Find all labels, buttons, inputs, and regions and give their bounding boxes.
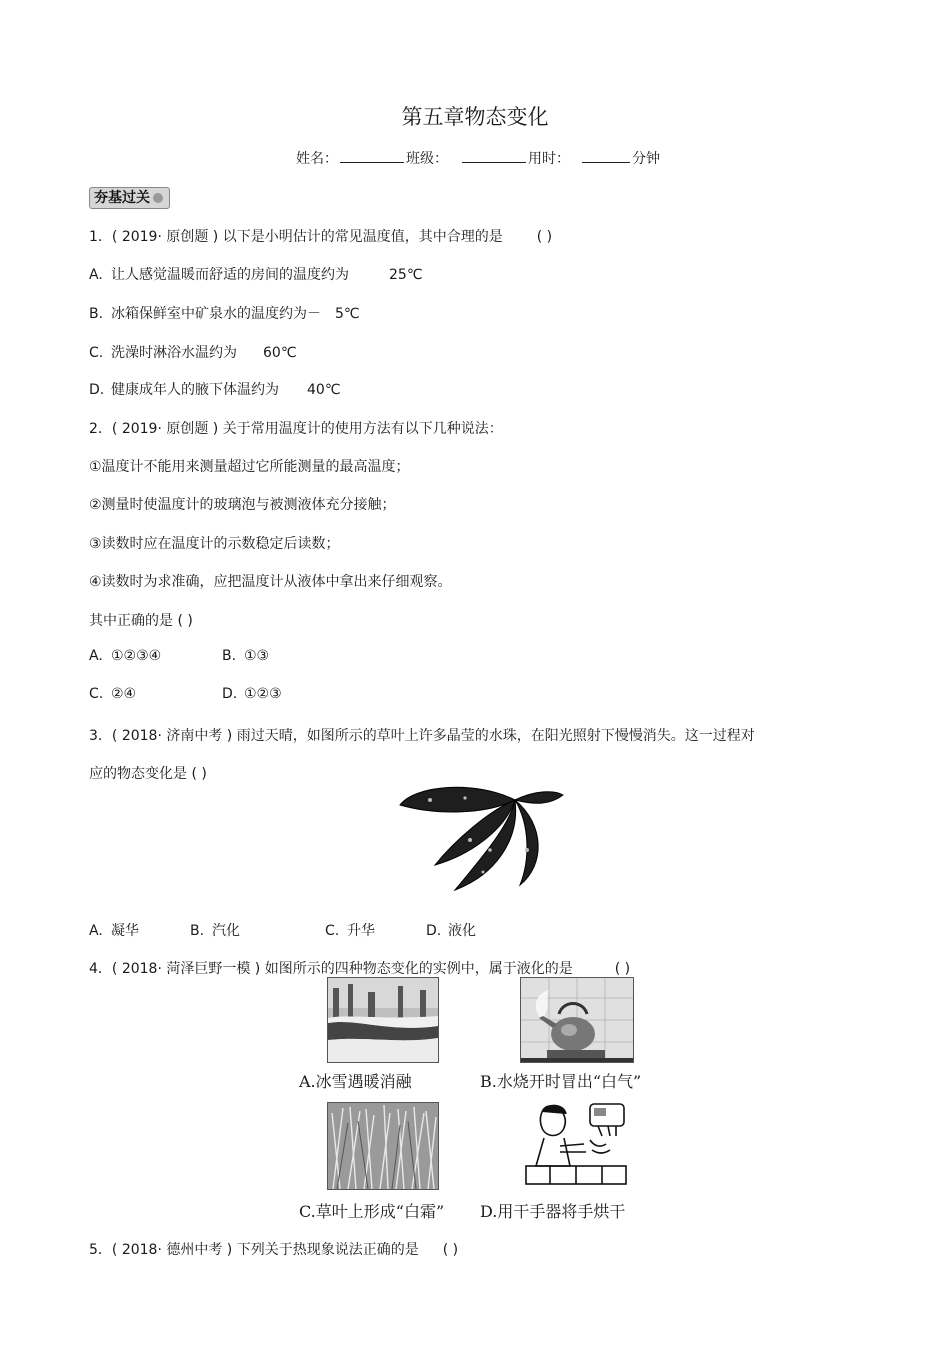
badge-dot-icon bbox=[153, 193, 163, 203]
option-text: ①②③ bbox=[244, 686, 282, 702]
q3-option-c bbox=[325, 920, 375, 940]
q1-paren: ( ) bbox=[536, 229, 553, 245]
q2-statement-1: ①温度计不能用来测量超过它所能测量的最高温度； bbox=[89, 459, 410, 475]
option-text: 洗澡时淋浴水温约为 bbox=[111, 345, 237, 361]
option-tag: C. bbox=[325, 923, 340, 939]
q4-caption-c: C.草叶上形成“白霜” bbox=[299, 1202, 445, 1221]
q3-option-a bbox=[89, 920, 139, 940]
q2-option-a bbox=[89, 648, 161, 664]
q4-caption-b: B.水烧开时冒出“白气” bbox=[480, 1072, 642, 1091]
q1-stem-text: 1．( 2019· 原创题 ) 以下是小明估计的常见温度值，其中合理的是 bbox=[89, 229, 503, 245]
snow-melting-photo bbox=[327, 977, 439, 1063]
q3-stem-line1: 3．( 2018· 济南中考 ) 雨过天晴，如图所示的草叶上许多晶莹的水珠，在阳光照射下慢慢消失。这一过程对 bbox=[89, 728, 755, 744]
option-text: 升华 bbox=[347, 923, 375, 939]
option-text: ①③ bbox=[244, 648, 270, 664]
q1-option-c bbox=[89, 342, 297, 362]
q5-stem-text: 5．( 2018· 德州中考 ) 下列关于热现象说法正确的是 bbox=[89, 1242, 419, 1258]
option-text: 让人感觉温暖而舒适的房间的温度约为 bbox=[111, 267, 349, 283]
student-info-line bbox=[296, 148, 660, 168]
frost-grass-photo bbox=[327, 1102, 439, 1190]
option-tag: C. bbox=[89, 686, 104, 702]
minutes-label: 分钟 bbox=[632, 151, 660, 167]
option-tag: D. bbox=[222, 686, 238, 702]
option-text: 汽化 bbox=[212, 923, 240, 939]
option-value: 5℃ bbox=[335, 306, 360, 322]
q4-caption-a: A.冰雪遇暖消融 bbox=[299, 1072, 412, 1091]
q4-paren: ( ) bbox=[614, 961, 631, 977]
option-text: 凝华 bbox=[111, 923, 139, 939]
option-value: 25℃ bbox=[389, 267, 423, 283]
q1-option-a bbox=[89, 264, 423, 284]
option-text: ②④ bbox=[111, 686, 137, 702]
section-badge-label: 夯基过关 bbox=[94, 190, 150, 206]
option-tag: A. bbox=[89, 648, 103, 664]
option-text: 液化 bbox=[448, 923, 476, 939]
option-text: 健康成年人的腋下体温约为 bbox=[111, 382, 279, 398]
time-blank bbox=[582, 149, 630, 163]
q2-statement-4: ④读数时为求准确，应把温度计从液体中拿出来仔细观察。 bbox=[89, 574, 452, 590]
q5-paren: ( ) bbox=[442, 1242, 459, 1258]
option-tag: C. bbox=[89, 345, 104, 361]
q2-stem: 2．( 2019· 原创题 ) 关于常用温度计的使用方法有以下几种说法： bbox=[89, 421, 503, 437]
option-tag: D. bbox=[426, 923, 442, 939]
class-blank bbox=[462, 149, 526, 163]
q1-option-d bbox=[89, 379, 341, 399]
grass-leaf-illustration bbox=[395, 780, 565, 900]
q4-caption-d: D.用干手器将手烘干 bbox=[480, 1202, 626, 1221]
q3-stem-line2: 应的物态变化是 ( ) bbox=[89, 766, 207, 782]
q2-option-b bbox=[222, 648, 269, 664]
option-tag: B. bbox=[190, 923, 205, 939]
hand-dryer-illustration bbox=[520, 1096, 632, 1188]
q3-option-d bbox=[426, 920, 476, 940]
option-value: 40℃ bbox=[307, 382, 341, 398]
q5-stem bbox=[89, 1239, 458, 1259]
q4-stem bbox=[89, 958, 630, 978]
class-label: 班级： bbox=[406, 151, 448, 167]
q4-stem-text: 4．( 2018· 菏泽巨野一模 ) 如图所示的四种物态变化的实例中，属于液化的是 bbox=[89, 961, 573, 977]
option-text: 冰箱保鲜室中矿泉水的温度约为－ bbox=[111, 306, 321, 322]
time-label: 用时： bbox=[528, 151, 570, 167]
option-tag: D. bbox=[89, 382, 105, 398]
name-blank bbox=[340, 149, 404, 163]
boiling-kettle-photo bbox=[520, 977, 634, 1063]
q2-ask: 其中正确的是 ( ) bbox=[89, 613, 193, 629]
page-title: 第五章物态变化 bbox=[401, 105, 549, 129]
option-tag: A. bbox=[89, 267, 103, 283]
q2-statement-2: ②测量时使温度计的玻璃泡与被测液体充分接触； bbox=[89, 497, 396, 513]
q3-option-b bbox=[190, 920, 240, 940]
option-value: 60℃ bbox=[263, 345, 297, 361]
option-tag: B. bbox=[222, 648, 237, 664]
option-text: ①②③④ bbox=[111, 648, 162, 664]
section-badge bbox=[89, 187, 170, 209]
q2-option-d bbox=[222, 686, 282, 702]
name-label: 姓名： bbox=[296, 151, 338, 167]
q1-option-b bbox=[89, 303, 360, 323]
q2-statement-3: ③读数时应在温度计的示数稳定后读数； bbox=[89, 536, 340, 552]
option-tag: B. bbox=[89, 306, 104, 322]
q2-option-c bbox=[89, 686, 136, 702]
option-tag: A. bbox=[89, 923, 103, 939]
q1-stem bbox=[89, 226, 552, 246]
